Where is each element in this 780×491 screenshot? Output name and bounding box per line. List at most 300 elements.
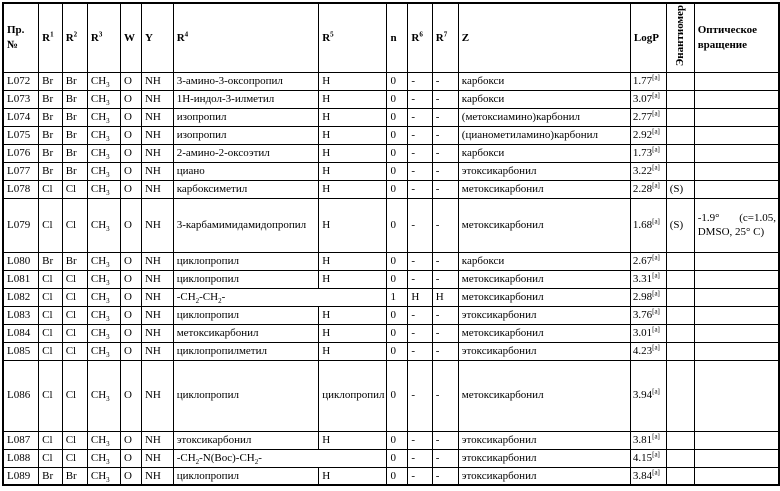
cell-r7: -	[432, 270, 458, 288]
cell-z: метоксикарбонил	[458, 324, 630, 342]
cell-enantiomer	[666, 108, 694, 126]
cell-w: O	[120, 162, 141, 180]
cell-r3: $CH_3$	[87, 467, 120, 485]
cell-r1: Cl	[39, 288, 63, 306]
cell-id: L084	[3, 324, 39, 342]
column-header-r7	[432, 3, 458, 72]
cell-r3: $CH_3$	[87, 72, 120, 90]
table-row	[3, 306, 779, 324]
column-header-enantiomer	[666, 3, 694, 72]
cell-y: NH	[141, 449, 173, 467]
cell-optical	[694, 144, 779, 162]
cell-r5: H	[319, 467, 387, 485]
cell-enantiomer	[666, 162, 694, 180]
cell-z: этоксикарбонил	[458, 306, 630, 324]
table-row	[3, 449, 779, 467]
cell-optical	[694, 288, 779, 306]
column-header-label: W	[123, 31, 135, 44]
cell-z: карбокси	[458, 72, 630, 90]
table-row	[3, 324, 779, 342]
cell-r2: Cl	[62, 306, 87, 324]
cell-n: 0	[387, 306, 408, 324]
cell-w: O	[120, 467, 141, 485]
cell-r3: $CH_3$	[87, 270, 120, 288]
cell-r7: -	[432, 449, 458, 467]
cell-id: L074	[3, 108, 39, 126]
cell-r5: H	[319, 108, 387, 126]
cell-r6: -	[408, 108, 432, 126]
cell-r5: H	[319, 324, 387, 342]
cell-r6: -	[408, 144, 432, 162]
cell-optical	[694, 108, 779, 126]
cell-z: метоксикарбонил	[458, 270, 630, 288]
cell-r6: -	[408, 324, 432, 342]
column-header-label: $R^2$	[65, 29, 78, 44]
cell-r2: Br	[62, 252, 87, 270]
cell-r1: Cl	[39, 270, 63, 288]
cell-id: L076	[3, 144, 39, 162]
table-row	[3, 467, 779, 485]
cell-r5: H	[319, 252, 387, 270]
cell-y: NH	[141, 342, 173, 360]
cell-r6: -	[408, 180, 432, 198]
cell-w: O	[120, 270, 141, 288]
column-header-r3	[87, 3, 120, 72]
cell-n: 0	[387, 467, 408, 485]
table-row	[3, 108, 779, 126]
column-header-w	[120, 3, 141, 72]
cell-n: 0	[387, 324, 408, 342]
cell-z: метоксикарбонил	[458, 198, 630, 252]
cell-w: O	[120, 144, 141, 162]
cell-y: NH	[141, 270, 173, 288]
cell-r6: -	[408, 431, 432, 449]
table-row	[3, 162, 779, 180]
cell-r4: 3-карбамимидамидопропил	[173, 198, 319, 252]
cell-r2: Cl	[62, 288, 87, 306]
cell-r4: изопропил	[173, 126, 319, 144]
column-header-z	[458, 3, 630, 72]
cell-n: 0	[387, 72, 408, 90]
cell-w: O	[120, 108, 141, 126]
table-row	[3, 431, 779, 449]
cell-z: (цианометиламино)карбонил	[458, 126, 630, 144]
column-header-label: n	[390, 31, 397, 44]
cell-enantiomer	[666, 90, 694, 108]
cell-w: O	[120, 180, 141, 198]
cell-optical	[694, 252, 779, 270]
column-header-r5	[319, 3, 387, 72]
column-header-label: $R^1$	[42, 29, 54, 44]
column-header-n	[387, 3, 408, 72]
cell-r4: 3-амино-3-оксопропил	[173, 72, 319, 90]
cell-r1: Cl	[39, 342, 63, 360]
cell-z: метоксикарбонил	[458, 360, 630, 431]
cell-r1: Cl	[39, 449, 63, 467]
cell-enantiomer	[666, 306, 694, 324]
cell-id: L072	[3, 72, 39, 90]
cell-z: этоксикарбонил	[458, 162, 630, 180]
column-header-r4	[173, 3, 319, 72]
cell-r6: -	[408, 90, 432, 108]
cell-r6: -	[408, 360, 432, 431]
cell-enantiomer	[666, 431, 694, 449]
cell-r3: $CH_3$	[87, 324, 120, 342]
cell-y: NH	[141, 324, 173, 342]
cell-r5: H	[319, 342, 387, 360]
cell-r2: Br	[62, 126, 87, 144]
cell-r4: этоксикарбонил	[173, 431, 319, 449]
cell-r7: -	[432, 252, 458, 270]
cell-id: L075	[3, 126, 39, 144]
cell-r1: Cl	[39, 198, 63, 252]
cell-optical	[694, 162, 779, 180]
cell-r3: $CH_3$	[87, 162, 120, 180]
cell-n: 0	[387, 126, 408, 144]
cell-r2: Br	[62, 144, 87, 162]
cell-logp: 2.98[a]	[630, 288, 666, 306]
cell-logp: 2.67[a]	[630, 252, 666, 270]
compounds-table	[2, 2, 780, 486]
cell-r2: Cl	[62, 360, 87, 431]
cell-id: L085	[3, 342, 39, 360]
cell-id: L083	[3, 306, 39, 324]
cell-logp: 2.28[a]	[630, 180, 666, 198]
cell-optical	[694, 324, 779, 342]
cell-n: 0	[387, 90, 408, 108]
cell-r7: -	[432, 162, 458, 180]
cell-y: NH	[141, 90, 173, 108]
cell-r6: -	[408, 162, 432, 180]
cell-r3: $CH_3$	[87, 180, 120, 198]
cell-r7: -	[432, 144, 458, 162]
cell-r4: циклопропил	[173, 360, 319, 431]
cell-w: O	[120, 90, 141, 108]
cell-r1: Cl	[39, 360, 63, 431]
cell-w: O	[120, 449, 141, 467]
cell-r4: карбоксиметил	[173, 180, 319, 198]
cell-logp: 3.01[a]	[630, 324, 666, 342]
cell-r7: -	[432, 324, 458, 342]
cell-enantiomer: (S)	[666, 180, 694, 198]
table-row	[3, 144, 779, 162]
cell-r2: Br	[62, 467, 87, 485]
cell-r6: -	[408, 270, 432, 288]
cell-y: NH	[141, 144, 173, 162]
cell-y: NH	[141, 306, 173, 324]
cell-r1: Br	[39, 108, 63, 126]
cell-r3: $CH_3$	[87, 198, 120, 252]
column-header-label: $R^3$	[90, 29, 103, 44]
cell-r2: Cl	[62, 324, 87, 342]
cell-r4: изопропил	[173, 108, 319, 126]
cell-w: O	[120, 360, 141, 431]
cell-y: NH	[141, 288, 173, 306]
table-body	[3, 72, 779, 485]
cell-n: 0	[387, 360, 408, 431]
cell-optical	[694, 431, 779, 449]
cell-r1: Br	[39, 144, 63, 162]
column-header-label: Z	[461, 31, 470, 44]
cell-r4: 1Н-индол-3-илметил	[173, 90, 319, 108]
cell-r6: H	[408, 288, 432, 306]
column-header-label: LogP	[633, 31, 659, 44]
cell-logp: 4.23[a]	[630, 342, 666, 360]
table-row	[3, 360, 779, 431]
cell-id: L087	[3, 431, 39, 449]
cell-r7: -	[432, 126, 458, 144]
cell-enantiomer	[666, 126, 694, 144]
cell-r3: $CH_3$	[87, 431, 120, 449]
cell-n: 0	[387, 162, 408, 180]
cell-r6: -	[408, 449, 432, 467]
cell-r1: Br	[39, 126, 63, 144]
cell-r7: -	[432, 360, 458, 431]
cell-enantiomer	[666, 288, 694, 306]
cell-w: O	[120, 252, 141, 270]
table-row	[3, 90, 779, 108]
cell-logp: 3.84[a]	[630, 467, 666, 485]
cell-r4: 2-амино-2-оксоэтил	[173, 144, 319, 162]
cell-enantiomer	[666, 324, 694, 342]
cell-y: NH	[141, 252, 173, 270]
cell-logp: 1.68[a]	[630, 198, 666, 252]
cell-r2: Cl	[62, 180, 87, 198]
cell-r3: $CH_3$	[87, 252, 120, 270]
column-header-label: $R^6$	[411, 29, 423, 44]
cell-r6: -	[408, 306, 432, 324]
cell-logp: 3.07[a]	[630, 90, 666, 108]
cell-enantiomer: (S)	[666, 198, 694, 252]
cell-r4: циклопропилметил	[173, 342, 319, 360]
cell-r2: Cl	[62, 431, 87, 449]
cell-optical	[694, 90, 779, 108]
cell-enantiomer	[666, 72, 694, 90]
cell-logp: 3.22[a]	[630, 162, 666, 180]
cell-z: метоксикарбонил	[458, 288, 630, 306]
cell-y: NH	[141, 108, 173, 126]
column-header-label: $R^7$	[435, 29, 448, 44]
cell-id: L088	[3, 449, 39, 467]
cell-z: карбокси	[458, 252, 630, 270]
cell-r6: -	[408, 72, 432, 90]
cell-r3: $CH_3$	[87, 449, 120, 467]
cell-z: этоксикарбонил	[458, 467, 630, 485]
cell-y: NH	[141, 162, 173, 180]
cell-r7: -	[432, 108, 458, 126]
cell-z: этоксикарбонил	[458, 449, 630, 467]
cell-r7: -	[432, 306, 458, 324]
column-header-label: Пр. №	[7, 24, 25, 51]
cell-logp: 3.94[a]	[630, 360, 666, 431]
cell-n: 0	[387, 108, 408, 126]
cell-r4: циклопропил	[173, 467, 319, 485]
table-row	[3, 126, 779, 144]
cell-r4: циано	[173, 162, 319, 180]
cell-r1: Br	[39, 90, 63, 108]
cell-w: O	[120, 342, 141, 360]
table-row	[3, 252, 779, 270]
cell-logp: 2.92[a]	[630, 126, 666, 144]
cell-enantiomer	[666, 360, 694, 431]
cell-y: NH	[141, 198, 173, 252]
cell-r3: $CH_3$	[87, 342, 120, 360]
column-header-label: Энантиомер	[673, 5, 686, 67]
cell-enantiomer	[666, 270, 694, 288]
cell-r3: $CH_3$	[87, 108, 120, 126]
column-header-label: Y	[144, 31, 153, 44]
cell-r7: -	[432, 342, 458, 360]
cell-y: NH	[141, 72, 173, 90]
cell-r1: Cl	[39, 431, 63, 449]
cell-logp: 4.15[a]	[630, 449, 666, 467]
cell-logp: 1.73[a]	[630, 144, 666, 162]
cell-r5: циклопропил	[319, 360, 387, 431]
cell-r6: -	[408, 342, 432, 360]
table-row	[3, 342, 779, 360]
table-row	[3, 72, 779, 90]
cell-z: этоксикарбонил	[458, 431, 630, 449]
cell-r7: -	[432, 198, 458, 252]
cell-optical	[694, 467, 779, 485]
cell-optical	[694, 360, 779, 431]
cell-logp: 2.77[a]	[630, 108, 666, 126]
cell-r3: $CH_3$	[87, 144, 120, 162]
cell-z: карбокси	[458, 144, 630, 162]
cell-r2: Br	[62, 162, 87, 180]
cell-r6: -	[408, 198, 432, 252]
cell-r6: -	[408, 467, 432, 485]
cell-logp: 1.77[a]	[630, 72, 666, 90]
cell-n: 0	[387, 144, 408, 162]
cell-id: L086	[3, 360, 39, 431]
cell-logp: 3.31[a]	[630, 270, 666, 288]
cell-enantiomer	[666, 144, 694, 162]
cell-r7: H	[432, 288, 458, 306]
column-header-optical	[694, 3, 779, 72]
cell-n: 0	[387, 252, 408, 270]
cell-r5: H	[319, 306, 387, 324]
cell-id: L073	[3, 90, 39, 108]
cell-w: O	[120, 72, 141, 90]
cell-z: метоксикарбонил	[458, 180, 630, 198]
cell-optical	[694, 270, 779, 288]
cell-r3: $CH_3$	[87, 288, 120, 306]
cell-z: карбокси	[458, 90, 630, 108]
column-header-r1	[39, 3, 63, 72]
cell-optical: -1.9° (c=1.05, DMSO, 25° C)	[694, 198, 779, 252]
cell-r3: $CH_3$	[87, 306, 120, 324]
cell-y: NH	[141, 126, 173, 144]
cell-r2: Br	[62, 72, 87, 90]
cell-w: O	[120, 431, 141, 449]
cell-enantiomer	[666, 252, 694, 270]
cell-enantiomer	[666, 449, 694, 467]
cell-logp: 3.81[a]	[630, 431, 666, 449]
cell-w: O	[120, 324, 141, 342]
column-header-r6	[408, 3, 432, 72]
cell-enantiomer	[666, 342, 694, 360]
column-header-r2	[62, 3, 87, 72]
cell-z: этоксикарбонил	[458, 342, 630, 360]
cell-r1: Cl	[39, 180, 63, 198]
table-row	[3, 198, 779, 252]
cell-r2: Br	[62, 90, 87, 108]
cell-r1: Cl	[39, 306, 63, 324]
cell-id: L081	[3, 270, 39, 288]
cell-id: L089	[3, 467, 39, 485]
cell-n: 0	[387, 270, 408, 288]
cell-r7: -	[432, 90, 458, 108]
cell-id: L078	[3, 180, 39, 198]
cell-r5: H	[319, 144, 387, 162]
cell-y: NH	[141, 467, 173, 485]
cell-r5: H	[319, 90, 387, 108]
cell-w: O	[120, 126, 141, 144]
table-header	[3, 3, 779, 72]
cell-n: 0	[387, 342, 408, 360]
column-header-label: $R^5$	[322, 29, 334, 44]
cell-optical	[694, 72, 779, 90]
cell-r3: $CH_3$	[87, 360, 120, 431]
cell-r1: Br	[39, 252, 63, 270]
cell-id: L082	[3, 288, 39, 306]
cell-r2: Cl	[62, 449, 87, 467]
cell-optical	[694, 449, 779, 467]
cell-y: NH	[141, 431, 173, 449]
cell-optical	[694, 126, 779, 144]
cell-r4: циклопропил	[173, 306, 319, 324]
cell-r5: H	[319, 431, 387, 449]
table-row	[3, 180, 779, 198]
table-row	[3, 288, 779, 306]
cell-enantiomer	[666, 467, 694, 485]
cell-r3: $CH_3$	[87, 126, 120, 144]
cell-r7: -	[432, 431, 458, 449]
cell-r1: Br	[39, 162, 63, 180]
cell-r5: H	[319, 180, 387, 198]
cell-n: 0	[387, 180, 408, 198]
cell-id: L080	[3, 252, 39, 270]
cell-r2: Br	[62, 108, 87, 126]
cell-r7: -	[432, 180, 458, 198]
cell-id: L077	[3, 162, 39, 180]
cell-r4: циклопропил	[173, 270, 319, 288]
cell-r1: Br	[39, 467, 63, 485]
cell-r4: $-CH_2-CH_2-$	[173, 288, 387, 306]
cell-optical	[694, 306, 779, 324]
cell-r2: Cl	[62, 198, 87, 252]
cell-r4: метоксикарбонил	[173, 324, 319, 342]
cell-n: 0	[387, 198, 408, 252]
cell-w: O	[120, 288, 141, 306]
cell-id: L079	[3, 198, 39, 252]
cell-r4: $-CH_2-N(Boc)-CH_2-$	[173, 449, 387, 467]
cell-r5: H	[319, 72, 387, 90]
cell-w: O	[120, 198, 141, 252]
cell-r4: циклопропил	[173, 252, 319, 270]
cell-logp: 3.76[a]	[630, 306, 666, 324]
cell-w: O	[120, 306, 141, 324]
table-row	[3, 270, 779, 288]
cell-r1: Cl	[39, 324, 63, 342]
column-header-id	[3, 3, 39, 72]
cell-r1: Br	[39, 72, 63, 90]
cell-optical	[694, 180, 779, 198]
cell-n: 0	[387, 449, 408, 467]
cell-optical	[694, 342, 779, 360]
cell-r6: -	[408, 126, 432, 144]
